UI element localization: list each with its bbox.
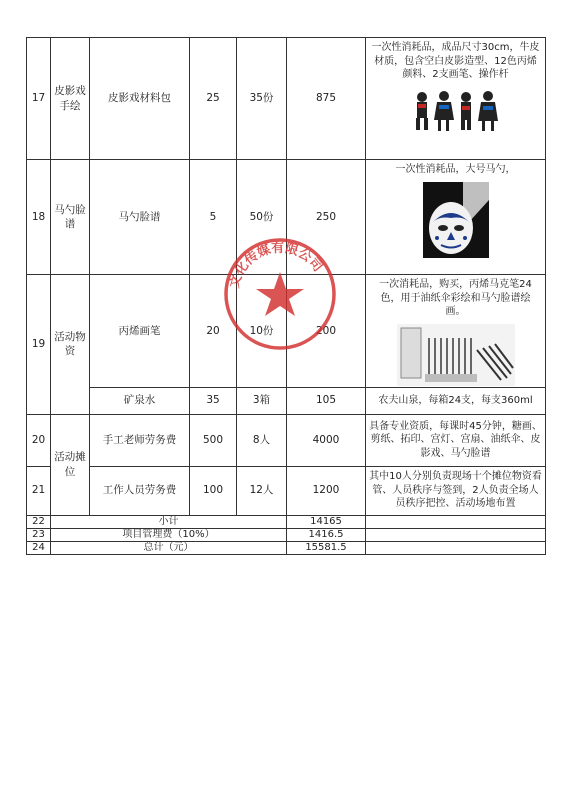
row-number: 21	[27, 466, 51, 515]
svg-text:文化传媒有限公司: 文化传媒有限公司	[227, 240, 326, 290]
row-number: 20	[27, 414, 51, 466]
row-number: 23	[27, 528, 51, 541]
quantity: 3箱	[237, 387, 287, 414]
description-text: 一次性消耗品，成品尺寸30cm，牛皮材质，包含空白皮影造型、12色丙烯颜料、2支画笔、操作杆	[371, 42, 540, 80]
row-number: 19	[27, 275, 51, 415]
quantity: 35份	[237, 38, 287, 160]
painted-ladle-mask-image	[423, 182, 489, 258]
quantity: 8人	[237, 414, 287, 466]
quantity: 12人	[237, 466, 287, 515]
summary-value: 1416.5	[287, 528, 366, 541]
table-row-20	[27, 414, 546, 466]
description-text: 一次消耗品，购买，丙烯马克笔24色，用于油纸伞彩绘和马勺脸谱绘画。	[379, 279, 532, 317]
unit-price: 5	[190, 160, 237, 275]
summary-empty	[366, 541, 546, 554]
subtotal: 200	[287, 275, 366, 388]
description-cell: 具备专业资质，每课时45分钟，糖画、剪纸、拓印、宫灯、宫扇、油纸伞、皮影戏、马勺脸谱	[366, 414, 546, 466]
item-name: 手工老师劳务费	[90, 414, 190, 466]
quantity: 50份	[237, 160, 287, 275]
summary-row-total	[27, 541, 546, 554]
category-cell: 活动物资	[51, 275, 90, 415]
unit-price: 25	[190, 38, 237, 160]
item-name: 矿泉水	[90, 387, 190, 414]
subtotal: 105	[287, 387, 366, 414]
description-text: 一次性消耗品，大号马勺，	[395, 164, 516, 175]
summary-row-management-fee	[27, 528, 546, 541]
summary-label: 小计	[51, 515, 287, 528]
unit-price: 35	[190, 387, 237, 414]
category-cell: 皮影戏手绘	[51, 38, 90, 160]
description-cell: 其中10人分别负责现场十个摊位物资看管、人员秩序与签到，2人负责全场人员秩序把控、活动场地布置	[366, 466, 546, 515]
unit-price: 500	[190, 414, 237, 466]
summary-empty	[366, 528, 546, 541]
summary-label: 项目管理费（10%）	[51, 528, 287, 541]
row-number: 18	[27, 160, 51, 275]
subtotal: 1200	[287, 466, 366, 515]
unit-price: 100	[190, 466, 237, 515]
acrylic-markers-image	[397, 324, 515, 386]
row-number: 24	[27, 541, 51, 554]
summary-label: 总计（元）	[51, 541, 287, 554]
shadow-puppet-figures-image	[408, 87, 504, 133]
category-cell: 马勺脸谱	[51, 160, 90, 275]
row-number: 22	[27, 515, 51, 528]
table-row-18	[27, 160, 546, 275]
item-name: 马勺脸谱	[90, 160, 190, 275]
table-row-19	[27, 275, 546, 388]
description-cell	[366, 160, 546, 275]
budget-table	[26, 37, 546, 555]
summary-value: 14165	[287, 515, 366, 528]
description-cell: 农夫山泉，每箱24支，每支360ml	[366, 387, 546, 414]
quantity: 10份	[237, 275, 287, 388]
unit-price: 20	[190, 275, 237, 388]
summary-value: 15581.5	[287, 541, 366, 554]
description-cell	[366, 38, 546, 160]
item-name: 丙烯画笔	[90, 275, 190, 388]
category-cell: 活动摊位	[51, 414, 90, 515]
summary-row-subtotal	[27, 515, 546, 528]
subtotal: 250	[287, 160, 366, 275]
item-name: 工作人员劳务费	[90, 466, 190, 515]
summary-empty	[366, 515, 546, 528]
table-row-17	[27, 38, 546, 160]
subtotal: 875	[287, 38, 366, 160]
table-row-19-water	[27, 387, 546, 414]
description-cell	[366, 275, 546, 388]
subtotal: 4000	[287, 414, 366, 466]
item-name: 皮影戏材料包	[90, 38, 190, 160]
table-row-21	[27, 466, 546, 515]
row-number: 17	[27, 38, 51, 160]
